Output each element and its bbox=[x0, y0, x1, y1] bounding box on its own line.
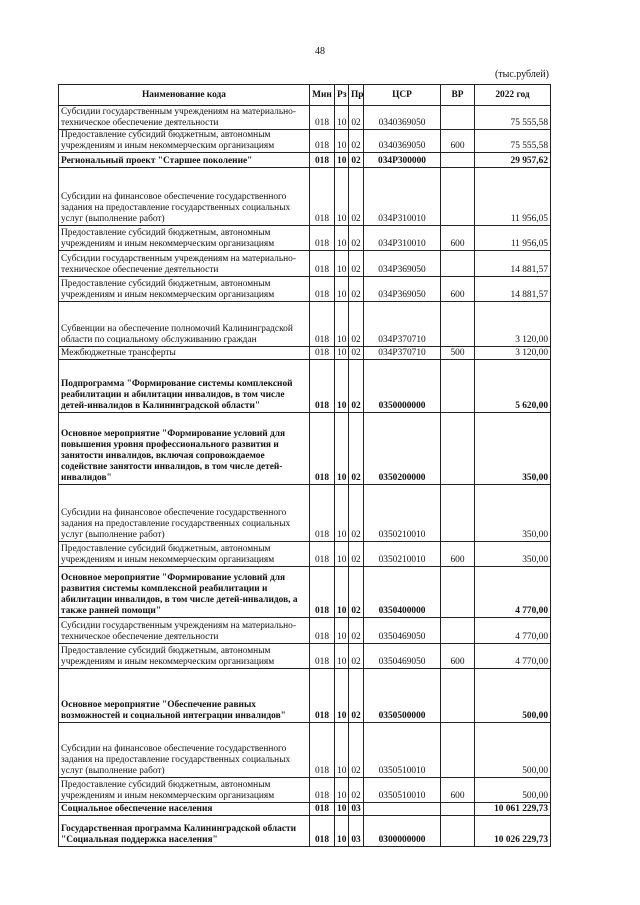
row-sum: 350,00 bbox=[475, 542, 551, 567]
table-row bbox=[59, 778, 551, 803]
row-sum: 500,00 bbox=[475, 669, 551, 723]
row-csr: 0340369050 bbox=[364, 130, 441, 153]
table-row bbox=[59, 618, 551, 644]
row-min: 018 bbox=[310, 618, 335, 644]
header-min: Мин bbox=[310, 85, 335, 106]
row-csr: 034P370710 bbox=[364, 302, 441, 347]
table-row bbox=[59, 277, 551, 302]
row-csr bbox=[364, 803, 441, 816]
row-rz: 10 bbox=[335, 485, 349, 542]
row-min: 018 bbox=[310, 168, 335, 226]
row-rz: 10 bbox=[335, 669, 349, 723]
table-row bbox=[59, 669, 551, 723]
table-row bbox=[59, 542, 551, 567]
row-pr: 02 bbox=[349, 153, 364, 168]
row-rz: 10 bbox=[335, 251, 349, 277]
row-vr bbox=[441, 106, 475, 130]
row-pr: 03 bbox=[349, 803, 364, 816]
row-name: Предоставление субсидий бюджетным, автономным учреждениям и иным некоммерческим организациям bbox=[59, 778, 310, 803]
table-row bbox=[59, 567, 551, 618]
row-min: 018 bbox=[310, 226, 335, 251]
table-row bbox=[59, 360, 551, 413]
row-vr bbox=[441, 618, 475, 644]
row-csr: 0300000000 bbox=[364, 816, 441, 847]
row-vr bbox=[441, 803, 475, 816]
row-min: 018 bbox=[310, 360, 335, 413]
row-csr: 034P310010 bbox=[364, 168, 441, 226]
row-min: 018 bbox=[310, 277, 335, 302]
row-name: Предоставление субсидий бюджетным, автономным учреждениям и иным некоммерческим организациям bbox=[59, 277, 310, 302]
row-sum: 14 881,57 bbox=[475, 277, 551, 302]
row-rz: 10 bbox=[335, 803, 349, 816]
row-rz: 10 bbox=[335, 347, 349, 360]
row-csr: 0350510010 bbox=[364, 778, 441, 803]
table-row bbox=[59, 153, 551, 168]
table-row bbox=[59, 644, 551, 669]
row-sum: 75 555,58 bbox=[475, 106, 551, 130]
row-vr bbox=[441, 302, 475, 347]
row-sum: 11 956,05 bbox=[475, 168, 551, 226]
row-vr bbox=[441, 485, 475, 542]
header-csr: ЦСР bbox=[364, 85, 441, 106]
table-row bbox=[59, 106, 551, 130]
row-pr: 02 bbox=[349, 723, 364, 778]
row-min: 018 bbox=[310, 106, 335, 130]
row-rz: 10 bbox=[335, 277, 349, 302]
row-sum: 500,00 bbox=[475, 778, 551, 803]
row-csr: 0350469050 bbox=[364, 618, 441, 644]
row-name: Предоставление субсидий бюджетным, автономным учреждениям и иным некоммерческим организациям bbox=[59, 542, 310, 567]
row-vr bbox=[441, 360, 475, 413]
row-pr: 02 bbox=[349, 644, 364, 669]
row-pr: 03 bbox=[349, 816, 364, 847]
header-name: Наименование кода bbox=[59, 85, 310, 106]
row-sum: 75 555,58 bbox=[475, 130, 551, 153]
row-pr: 02 bbox=[349, 347, 364, 360]
row-min: 018 bbox=[310, 485, 335, 542]
row-name: Предоставление субсидий бюджетным, автономным учреждениям и иным некоммерческим организациям bbox=[59, 226, 310, 251]
row-vr bbox=[441, 251, 475, 277]
row-min: 018 bbox=[310, 669, 335, 723]
row-name: Субсидии на финансовое обеспечение государственного задания на предоставление государственных социальных услуг (выполнение работ) bbox=[59, 485, 310, 542]
row-name: Субвенции на обеспечение полномочий Калининградской области по социальному обслуживанию граждан bbox=[59, 302, 310, 347]
row-pr: 02 bbox=[349, 130, 364, 153]
row-pr: 02 bbox=[349, 168, 364, 226]
row-min: 018 bbox=[310, 644, 335, 669]
row-min: 018 bbox=[310, 153, 335, 168]
row-vr bbox=[441, 413, 475, 485]
row-name: Региональный проект "Старшее поколение" bbox=[59, 153, 310, 168]
row-vr: 600 bbox=[441, 130, 475, 153]
row-min: 018 bbox=[310, 778, 335, 803]
row-rz: 10 bbox=[335, 130, 349, 153]
row-name: Основное мероприятие "Формирование условий для развития системы комплексной реабилитации и абилитации инвалидов, в том числе детей-инвалидов, а также ранней помощи" bbox=[59, 567, 310, 618]
row-csr: 0350000000 bbox=[364, 360, 441, 413]
row-pr: 02 bbox=[349, 251, 364, 277]
row-min: 018 bbox=[310, 251, 335, 277]
row-vr: 600 bbox=[441, 644, 475, 669]
row-rz: 10 bbox=[335, 644, 349, 669]
row-csr: 0350500000 bbox=[364, 669, 441, 723]
table-row bbox=[59, 816, 551, 847]
row-name: Субсидии на финансовое обеспечение государственного задания на предоставление государственных социальных услуг (выполнение работ) bbox=[59, 723, 310, 778]
row-sum: 14 881,57 bbox=[475, 251, 551, 277]
table-row bbox=[59, 130, 551, 153]
row-sum: 350,00 bbox=[475, 413, 551, 485]
row-rz: 10 bbox=[335, 153, 349, 168]
row-sum: 4 770,00 bbox=[475, 618, 551, 644]
row-name: Основное мероприятие "Формирование условий для повышения уровня профессионального развития и занятости инвалидов, включая сопровождаемое содействие занятости инвалидов, в том числе детей-инвалидов" bbox=[59, 413, 310, 485]
row-rz: 10 bbox=[335, 778, 349, 803]
table-row bbox=[59, 413, 551, 485]
row-pr: 02 bbox=[349, 360, 364, 413]
row-sum: 10 061 229,73 bbox=[475, 803, 551, 816]
row-rz: 10 bbox=[335, 360, 349, 413]
row-rz: 10 bbox=[335, 226, 349, 251]
row-vr bbox=[441, 567, 475, 618]
row-rz: 10 bbox=[335, 413, 349, 485]
table-row bbox=[59, 168, 551, 226]
row-name: Субсидии государственным учреждениям на материально-техническое обеспечение деятельности bbox=[59, 618, 310, 644]
row-name: Государственная программа Калининградской области "Социальная поддержка населения" bbox=[59, 816, 310, 847]
row-min: 018 bbox=[310, 723, 335, 778]
row-name: Субсидии государственным учреждениям на материально-техническое обеспечение деятельности bbox=[59, 251, 310, 277]
row-vr bbox=[441, 153, 475, 168]
row-csr: 0350510010 bbox=[364, 723, 441, 778]
row-sum: 4 770,00 bbox=[475, 644, 551, 669]
row-name: Социальное обеспечение населения bbox=[59, 803, 310, 816]
row-csr: 0350210010 bbox=[364, 542, 441, 567]
row-sum: 4 770,00 bbox=[475, 567, 551, 618]
row-min: 018 bbox=[310, 803, 335, 816]
row-vr: 600 bbox=[441, 226, 475, 251]
row-pr: 02 bbox=[349, 106, 364, 130]
row-pr: 02 bbox=[349, 413, 364, 485]
row-vr bbox=[441, 669, 475, 723]
row-min: 018 bbox=[310, 567, 335, 618]
row-vr bbox=[441, 723, 475, 778]
row-vr: 500 bbox=[441, 347, 475, 360]
row-min: 018 bbox=[310, 130, 335, 153]
row-vr bbox=[441, 168, 475, 226]
row-sum: 3 120,00 bbox=[475, 302, 551, 347]
row-pr: 02 bbox=[349, 669, 364, 723]
row-pr: 02 bbox=[349, 567, 364, 618]
row-rz: 10 bbox=[335, 816, 349, 847]
header-rz: Рз bbox=[335, 85, 349, 106]
budget-table bbox=[58, 84, 551, 847]
row-vr bbox=[441, 816, 475, 847]
table-row bbox=[59, 803, 551, 816]
row-csr: 0340369050 bbox=[364, 106, 441, 130]
row-sum: 11 956,05 bbox=[475, 226, 551, 251]
table-row bbox=[59, 485, 551, 542]
row-name: Предоставление субсидий бюджетным, автономным учреждениям и иным некоммерческим организациям bbox=[59, 130, 310, 153]
row-vr: 600 bbox=[441, 542, 475, 567]
table-row bbox=[59, 723, 551, 778]
row-csr: 0350210010 bbox=[364, 485, 441, 542]
row-min: 018 bbox=[310, 347, 335, 360]
row-pr: 02 bbox=[349, 542, 364, 567]
row-csr: 034P310010 bbox=[364, 226, 441, 251]
row-rz: 10 bbox=[335, 723, 349, 778]
header-year: 2022 год bbox=[475, 85, 551, 106]
row-sum: 350,00 bbox=[475, 485, 551, 542]
row-pr: 02 bbox=[349, 302, 364, 347]
row-min: 018 bbox=[310, 302, 335, 347]
header-pr: Пр bbox=[349, 85, 364, 106]
row-pr: 02 bbox=[349, 277, 364, 302]
row-csr: 034P369050 bbox=[364, 251, 441, 277]
row-name: Предоставление субсидий бюджетным, автономным учреждениям и иным некоммерческим организациям bbox=[59, 644, 310, 669]
page-number: 48 bbox=[315, 46, 325, 57]
table-row bbox=[59, 302, 551, 347]
row-rz: 10 bbox=[335, 567, 349, 618]
row-pr: 02 bbox=[349, 485, 364, 542]
header-vr: ВР bbox=[441, 85, 475, 106]
table-body bbox=[59, 106, 551, 847]
row-csr: 034P300000 bbox=[364, 153, 441, 168]
table-row bbox=[59, 347, 551, 360]
row-min: 018 bbox=[310, 413, 335, 485]
row-rz: 10 bbox=[335, 106, 349, 130]
row-vr: 600 bbox=[441, 277, 475, 302]
row-name: Межбюджетные трансферты bbox=[59, 347, 310, 360]
table-row bbox=[59, 226, 551, 251]
row-sum: 10 026 229,73 bbox=[475, 816, 551, 847]
row-vr: 600 bbox=[441, 778, 475, 803]
row-rz: 10 bbox=[335, 542, 349, 567]
row-name: Субсидии на финансовое обеспечение государственного задания на предоставление государственных социальных услуг (выполнение работ) bbox=[59, 168, 310, 226]
row-min: 018 bbox=[310, 816, 335, 847]
row-name: Основное мероприятие "Обеспечение равных возможностей и социальной интеграции инвалидов" bbox=[59, 669, 310, 723]
row-rz: 10 bbox=[335, 618, 349, 644]
table-header-row bbox=[59, 85, 551, 106]
row-rz: 10 bbox=[335, 302, 349, 347]
row-sum: 29 957,62 bbox=[475, 153, 551, 168]
row-csr: 0350400000 bbox=[364, 567, 441, 618]
row-pr: 02 bbox=[349, 226, 364, 251]
row-sum: 5 620,00 bbox=[475, 360, 551, 413]
row-csr: 034P369050 bbox=[364, 277, 441, 302]
row-min: 018 bbox=[310, 542, 335, 567]
row-pr: 02 bbox=[349, 778, 364, 803]
row-csr: 034P370710 bbox=[364, 347, 441, 360]
row-rz: 10 bbox=[335, 168, 349, 226]
row-csr: 0350200000 bbox=[364, 413, 441, 485]
row-name: Подпрограмма "Формирование системы комплексной реабилитации и абилитации инвалидов, в том числе детей-инвалидов в Калининградской области" bbox=[59, 360, 310, 413]
row-pr: 02 bbox=[349, 618, 364, 644]
table-row bbox=[59, 251, 551, 277]
unit-label: (тыс.рублей) bbox=[494, 69, 549, 80]
row-sum: 500,00 bbox=[475, 723, 551, 778]
row-name: Субсидии государственным учреждениям на материально-техническое обеспечение деятельности bbox=[59, 106, 310, 130]
row-csr: 0350469050 bbox=[364, 644, 441, 669]
row-sum: 3 120,00 bbox=[475, 347, 551, 360]
